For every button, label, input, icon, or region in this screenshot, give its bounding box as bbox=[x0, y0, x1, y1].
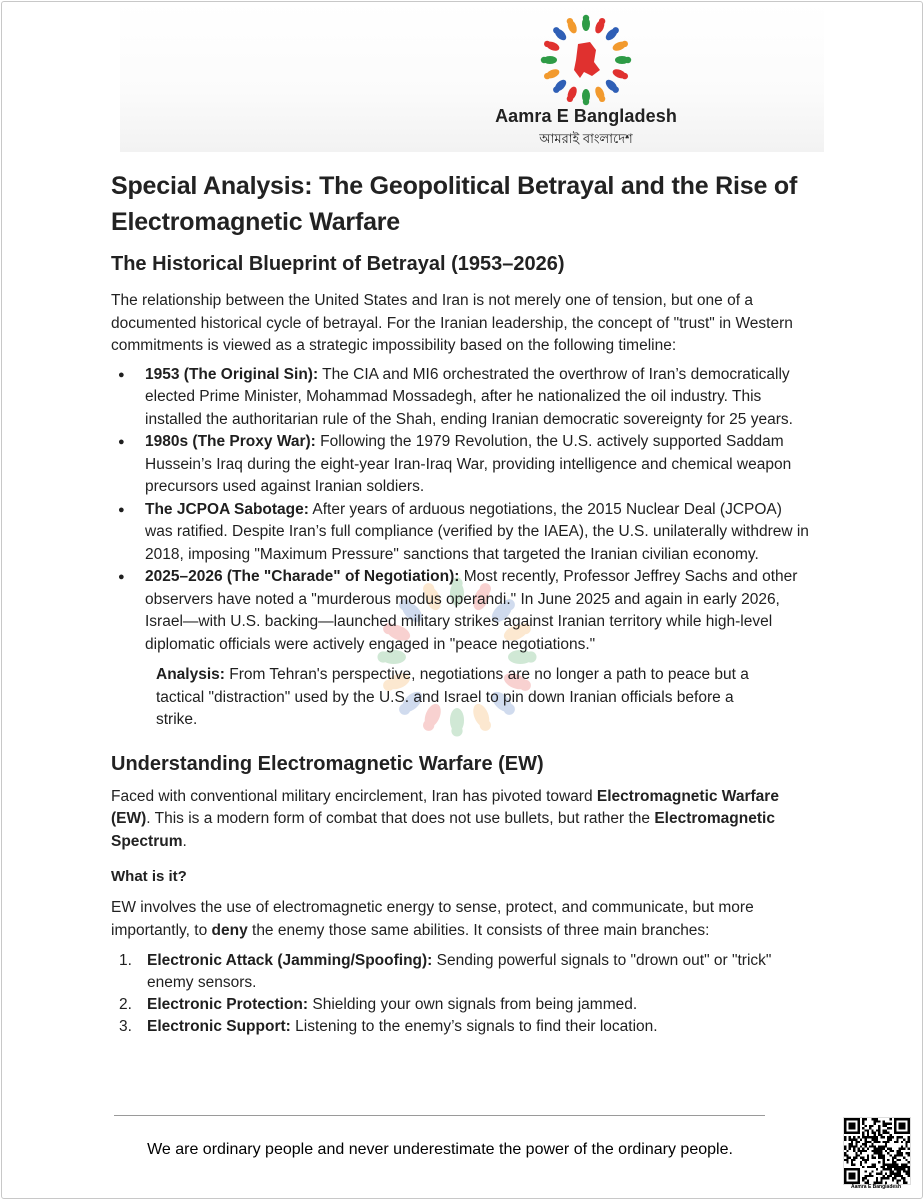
brand-name-bengali: আমরাই বাংলাদেশ bbox=[539, 131, 633, 146]
qr-caption: Aamra E Bangladesh bbox=[850, 1184, 902, 1190]
article-title: Special Analysis: The Geopolitical Betrayal and the Rise of Electromagnetic Warfare bbox=[111, 172, 798, 236]
qr-code-icon[interactable] bbox=[843, 1117, 911, 1185]
timeline-item-text: After years of arduous negotiations, the 2015 Nuclear Deal (JCPOA) was ratified. Despite Iran’s full compliance (verified by the IAEA), the U.S. unilaterally withdrew in 2018, imposing "Maximum Pressure" sanctions that targeted the Iranian civilian economy. bbox=[145, 500, 809, 563]
timeline-item-label: 1980s (The Proxy War): bbox=[145, 433, 316, 450]
ew-description-text: the enemy those same abilities. It consists of three main branches: bbox=[247, 921, 710, 939]
ew-intro-paragraph bbox=[111, 786, 811, 854]
document-page bbox=[1, 1, 923, 1199]
section-heading-ew: Understanding Electromagnetic Warfare (EW) bbox=[111, 752, 544, 775]
ew-branches-list bbox=[111, 950, 811, 1038]
branch-number: 3. bbox=[119, 1018, 132, 1035]
figure-body bbox=[615, 56, 629, 64]
subheading-what-is-it: What is it? bbox=[111, 868, 187, 885]
timeline-item-text: Following the 1979 Revolution, the U.S. actively supported Saddam Hussein’s Iraq during the eight-year Iran-Iraq War, providing intelligence and chemical weapon precursors used against Iranian soldiers. bbox=[145, 433, 792, 495]
ew-intro-bold-term: Electromagnetic Warfare (EW) bbox=[111, 787, 779, 827]
branch-item bbox=[111, 994, 811, 1016]
timeline-list bbox=[111, 364, 811, 657]
branch-text: Sending powerful signals to "drown out" or "trick" enemy sensors. bbox=[147, 952, 772, 991]
timeline-item-label: 1953 (The Original Sin): bbox=[145, 365, 319, 383]
figure-body bbox=[582, 17, 590, 31]
timeline-item bbox=[111, 566, 811, 656]
ew-intro-text: . bbox=[182, 832, 187, 850]
ew-description-bold: deny bbox=[211, 921, 248, 939]
figure-body bbox=[582, 89, 590, 103]
timeline-item-label: The JCPOA Sabotage: bbox=[145, 500, 309, 518]
branch-number: 2. bbox=[119, 996, 132, 1013]
branch-item bbox=[111, 1016, 811, 1038]
timeline-item-label: 2025–2026 (The "Charade" of Negotiation): bbox=[145, 568, 460, 585]
branch-label: Electronic Support: bbox=[147, 1018, 291, 1035]
timeline-item bbox=[111, 364, 811, 432]
footer-tagline: We are ordinary people and never underestimate the power of the ordinary people. bbox=[147, 1141, 733, 1158]
branch-number: 1. bbox=[119, 952, 132, 969]
ew-description-paragraph bbox=[111, 897, 811, 942]
brand-name: Aamra E Bangladesh bbox=[495, 106, 677, 126]
branch-item bbox=[111, 950, 811, 994]
branch-text: Shielding your own signals from being jammed. bbox=[308, 996, 638, 1013]
ew-intro-bold-term: Electromagnetic Spectrum bbox=[111, 810, 775, 850]
article-body bbox=[111, 168, 811, 1038]
figure-body bbox=[543, 56, 557, 64]
history-intro-paragraph: The relationship between the United States and Iran is not merely one of tension, but one of a documented historical cycle of betrayal. For the Iranian leadership, the concept of "trust" in Western commitments is viewed as a strategic impossibility based on the following timeline: bbox=[111, 292, 793, 354]
timeline-item bbox=[111, 431, 811, 499]
timeline-item bbox=[111, 499, 811, 567]
header-banner bbox=[120, 2, 824, 152]
branch-label: Electronic Attack (Jamming/Spoofing): bbox=[147, 952, 433, 969]
analysis-note bbox=[156, 664, 756, 732]
branch-text: Listening to the enemy’s signals to find their location. bbox=[290, 1018, 658, 1035]
section-heading-history: The Historical Blueprint of Betrayal (1953–2026) bbox=[111, 253, 565, 275]
ew-description-text: EW involves the use of electromagnetic energy to sense, protect, and communicate, but more importantly, to bbox=[111, 899, 754, 939]
analysis-label: Analysis: bbox=[156, 666, 225, 683]
analysis-text: From Tehran's perspective, negotiations are no longer a path to peace but a tactical "distraction" used by the U.S. and Israel to pin down Iranian officials before a strike. bbox=[156, 666, 749, 728]
bangladesh-map-icon bbox=[574, 42, 600, 78]
branch-label: Electronic Protection: bbox=[147, 996, 309, 1013]
timeline-item-text: Most recently, Professor Jeffrey Sachs and other observers have noted a "murderous modus operandi." In June 2025 and again in early 2026, Israel—with U.S. backing—launched military strikes against Iranian territory while high-level diplomatic officials were actively engaged in "peace negotiations." bbox=[145, 568, 798, 653]
logo-people-circle-icon bbox=[532, 14, 640, 106]
timeline-item-text: The CIA and MI6 orchestrated the overthrow of Iran’s democratically elected Prime Minister, Mohammad Mossadegh, after he nationalized the oil industry. This installed the authoritarian rule of the Shah, ending Iranian democratic sovereignty for 25 years. bbox=[145, 365, 793, 428]
ew-intro-text: . This is a modern form of combat that does not use bullets, but rather the bbox=[146, 810, 655, 827]
footer-divider bbox=[114, 1115, 765, 1116]
ew-intro-text: Faced with conventional military encirclement, Iran has pivoted toward bbox=[111, 787, 597, 805]
